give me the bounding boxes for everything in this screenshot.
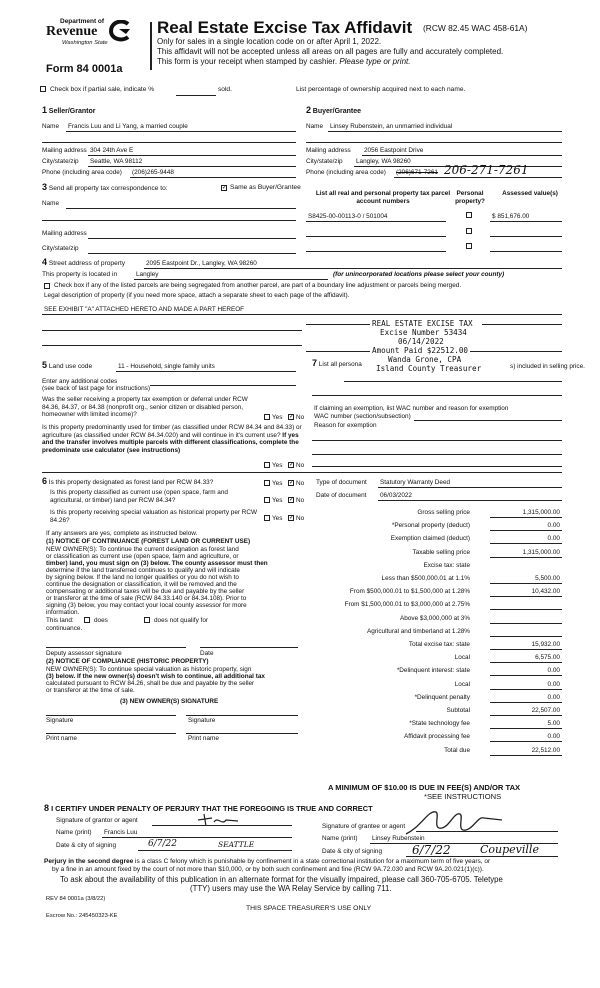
seller-phone-label: Phone (including area code)	[42, 169, 122, 176]
forest-no-checkbox[interactable]: ✓	[289, 480, 295, 486]
tax-row-line	[490, 557, 562, 558]
wac-label: WAC number (section/subsection)	[314, 413, 411, 420]
tax-row-line	[490, 755, 562, 756]
section-4-label: Street address of property	[48, 260, 126, 267]
tax-row-line	[490, 702, 562, 703]
notice-1-title: (1) NOTICE OF CONTINUANCE (FOREST LAND OR CURRENT USE)	[46, 538, 251, 545]
section-7-heading	[312, 358, 362, 368]
grantor-city-field[interactable]: SEATTLE	[218, 840, 255, 849]
reason-line-3[interactable]	[312, 466, 562, 467]
personal-column-header	[450, 190, 490, 206]
tax-row-line	[490, 689, 562, 690]
owner-signature-line-1[interactable]	[46, 715, 176, 716]
stamp-line-4: Amount Paid $22512.00	[372, 346, 469, 355]
land-use-line	[116, 371, 296, 372]
partial-sale-label: Check box if partial sale, indicate %	[50, 86, 155, 93]
assessed-column-header	[502, 190, 558, 198]
parcel-2-line[interactable]	[306, 236, 446, 237]
tax-row-label: Above $3,000,000 at 3%	[400, 614, 470, 622]
tax-row-value[interactable]: 0.00	[547, 733, 560, 741]
tax-row-label: Exemption claimed (deduct)	[390, 535, 470, 543]
notice-1-line-2: timber) land, you must sign on (3) below. The county assessor must then	[46, 560, 268, 567]
buyer-phone-label: Phone (including area code)	[306, 169, 386, 176]
timber-question-text: Is this property predominantly used for timber (as classified under RCW 84.34 and 84.33) or agriculture (as classified under RCW 84.34.020) and will continue in it's current use?	[42, 424, 302, 439]
section-3-heading	[42, 182, 168, 192]
owner-signature-label-1: Signature	[46, 717, 74, 724]
header-note-2: This affidavit will not be accepted unless all areas on all pages are fully and accurately completed.	[157, 47, 504, 56]
notice-1-line-1: or classification as current use (open space, farm and agriculture, or	[46, 553, 239, 560]
tax-row-label: Gross selling price	[417, 509, 470, 516]
minimum-line-1: A MINIMUM OF $10.00 IS DUE IN FEE(S) AND/OR TAX	[328, 783, 521, 792]
timber-yes-checkbox[interactable]	[264, 462, 270, 468]
section-3-text: Send all property tax correspondence to:	[48, 185, 168, 192]
revenue-swirl-icon	[108, 20, 134, 42]
owner-print-label-2: Print name	[188, 735, 219, 742]
tax-row-label: Local	[454, 680, 470, 688]
tax-row-label: From $1,500,000.01 to $3,000,000 at 2.75%	[344, 601, 470, 609]
perjury-line-3: To ask about the availability of this publication in an alternate format for the visually impaired, please call 360-705-6705. Teletype	[60, 875, 503, 884]
timber-no-checkbox[interactable]: ✓	[289, 462, 295, 468]
section-4-number: 4	[42, 257, 48, 267]
tax-row-value[interactable]: 0.00	[547, 680, 560, 688]
current-use-no-checkbox[interactable]: ✓	[289, 497, 295, 503]
sec3-mailing-label: Mailing address	[42, 230, 87, 237]
additional-codes-note: (see back of last page for instructions)	[42, 385, 150, 392]
notice-1-line-3: determine if the land transferred continues to qualify and will indicate	[46, 567, 240, 574]
tax-row-label: From $500,000.01 to $1,500,000 at 1.28%	[349, 588, 470, 596]
seller-name-line	[66, 131, 296, 132]
stamp-rule-4b	[470, 351, 562, 352]
buyer-mailing-line	[362, 155, 562, 156]
notice-2-line-1: (3) below. If the new owner(s) doesn't wish to continue, all additional tax	[46, 673, 265, 680]
does-label: does	[94, 617, 108, 624]
stamp-line-5: Wanda Grone, CPA	[388, 355, 462, 364]
buyer-heading	[306, 105, 361, 115]
owner-print-label-1: Print name	[46, 735, 77, 742]
legal-line-2	[42, 330, 302, 331]
personal-2-checkbox[interactable]	[466, 228, 472, 234]
tax-row-line	[490, 530, 562, 531]
grantee-signature-image	[402, 806, 508, 838]
buyer-phone-handwritten: 206-271-7261	[444, 163, 529, 177]
does-checkbox[interactable]	[84, 617, 90, 623]
reason-line-2[interactable]	[312, 454, 562, 455]
stamp-rule-1	[306, 324, 370, 325]
historic-yes-checkbox[interactable]	[264, 515, 270, 521]
tax-row-value[interactable]: 10,432.00	[531, 588, 560, 596]
grantor-signature-image	[196, 812, 240, 828]
parcel-1-field[interactable]: S8425-00-00113-0 / 501004	[308, 213, 388, 220]
tax-row-line	[490, 675, 562, 676]
continuance-label: continuance.	[46, 625, 83, 632]
this-land-label: This land:	[46, 617, 74, 624]
seller-name-label: Name	[42, 123, 60, 130]
section-8-number: 8	[44, 803, 50, 813]
grantee-date-field[interactable]: 6/7/22	[412, 843, 451, 857]
buyer-name-line-2	[306, 142, 562, 143]
additional-codes-label: Enter any additional codes	[42, 378, 118, 385]
tax-row-label: *Delinquent penalty	[414, 693, 470, 701]
parcel-1-line	[306, 221, 446, 222]
buyer-mailing-label: Mailing address	[306, 147, 351, 154]
partial-sale-checkbox[interactable]	[40, 86, 46, 92]
perjury-line-1-text: is a class C felony which is punishable by confinement in a state correctional institution for a maximum term of five years, or	[135, 858, 491, 865]
rcw-reference: (RCW 82.45 WAC 458-61A)	[423, 23, 528, 33]
tax-row-label: Affidavit processing fee	[404, 733, 470, 741]
forest-yes-label: Yes	[272, 480, 283, 487]
ownership-note: List percentage of ownership acquired next to each name.	[296, 86, 466, 93]
seller-mailing-field[interactable]: 304 24th Ave E	[90, 147, 134, 154]
does-not-label: does not qualify for	[154, 617, 208, 624]
tax-row-value[interactable]: 0.00	[547, 522, 560, 530]
sec7-line-2[interactable]	[312, 395, 562, 396]
tax-row-label: Excise tax: state	[423, 561, 470, 569]
partial-sale-percent-field[interactable]	[176, 95, 216, 96]
notice-3-title: (3) NEW OWNER(S) SIGNATURE	[120, 698, 219, 705]
stamp-line-3: 06/14/2022	[398, 337, 444, 346]
grantee-name-field[interactable]: Linsey Rubenstein	[372, 835, 425, 842]
current-use-yes-checkbox[interactable]	[264, 497, 270, 503]
assessed-column-header-text: Assessed value(s)	[502, 190, 558, 197]
seller-heading-label: Seller/Grantor	[48, 108, 96, 115]
grantee-name-label: Name (print)	[322, 835, 358, 842]
dept-line-1: Department of	[60, 18, 105, 25]
sec3-mailing-line[interactable]	[88, 238, 296, 239]
notice-2-title: (2) NOTICE OF COMPLIANCE (HISTORIC PROPERTY)	[46, 658, 209, 665]
assessed-1-line	[490, 221, 562, 222]
owner-signature-label-2: Signature	[188, 717, 216, 724]
sec3-name-line[interactable]	[66, 208, 296, 209]
buyer-phone-line	[394, 177, 562, 178]
tax-row-line	[490, 662, 562, 663]
tax-row-line	[490, 517, 562, 518]
grantee-date-line	[406, 856, 558, 857]
timber-yes-label: Yes	[272, 462, 283, 469]
doc-type-field[interactable]: Statutory Warranty Deed	[380, 479, 451, 486]
seller-name-field[interactable]: Francis Luu and Li Yang, a married couple	[68, 123, 188, 130]
perjury-line-1	[44, 858, 490, 865]
tax-row-line	[490, 715, 562, 716]
historic-no-label: No	[296, 515, 305, 522]
seller-heading	[42, 105, 95, 115]
answers-note: If any answers are yes, complete as instructed below.	[46, 530, 198, 537]
historic-no-checkbox[interactable]: ✓	[289, 515, 295, 521]
doc-date-label: Date of document	[316, 492, 367, 499]
tax-row-line	[490, 583, 562, 584]
same-as-buyer-checkbox[interactable]: ✓	[222, 185, 228, 191]
seller-mailing-label: Mailing address	[42, 147, 87, 154]
notice-2-line-2: calculated pursuant to RCW 84.26, shall be due and payable by the seller	[46, 680, 255, 687]
notice-1-line-8: signing (3) below, you may contact your local county assessor for more	[46, 602, 247, 609]
owner-print-line-1[interactable]	[46, 733, 176, 734]
section-5-number: 5	[42, 360, 48, 370]
same-as-buyer-label: Same as Buyer/Grantee	[230, 184, 301, 191]
dept-line-2: Revenue	[46, 24, 98, 39]
parcel-3-line[interactable]	[306, 251, 446, 252]
notice-1-line-5: continue the designation or classification, it will be removed and the	[46, 581, 237, 588]
legal-description-field[interactable]: SEE EXHIBIT "A" ATTACHED HERETO AND MADE A PART HEREOF	[44, 306, 245, 313]
section-3-number: 3	[42, 182, 48, 192]
revision-label: REV 84 0001a (3/8/22)	[46, 896, 106, 902]
dept-line-3: Washington State	[62, 40, 108, 46]
section-7-number: 7	[312, 358, 318, 368]
buyer-city-label: City/state/zip	[306, 158, 343, 165]
assessed-1-field[interactable]: $ 851,676.00	[492, 213, 530, 220]
current-use-no-label: No	[296, 497, 305, 504]
assessed-2-line[interactable]	[490, 236, 562, 237]
exemption-yes-label: Yes	[272, 414, 283, 421]
section-6-q3-text: Is this property receiving special valuation as historical property per RCW 84.26?	[50, 509, 258, 524]
grantee-city-field[interactable]: Coupeville	[480, 843, 539, 856]
personal-1-checkbox[interactable]	[466, 212, 472, 218]
forest-no-label: No	[296, 480, 305, 487]
segregated-label: Check box if any of the listed parcels are being segregated from another parcel, are part of a boundary line adjustment or parcels being merged.	[54, 282, 462, 289]
buyer-phone-struck: (206)671-7261	[396, 169, 438, 176]
grantee-signature-label: Signature of grantee or agent	[322, 823, 406, 830]
exemption-yes-checkbox[interactable]	[264, 414, 270, 420]
buyer-mailing-field[interactable]: 2056 Eastpoint Drive	[364, 147, 424, 154]
located-in-field[interactable]: Langley	[136, 271, 159, 278]
legal-line-3	[42, 345, 302, 346]
tax-row-value[interactable]: 0.00	[547, 667, 560, 675]
does-not-checkbox[interactable]	[144, 617, 150, 623]
tax-row-line	[490, 728, 562, 729]
tax-row-value[interactable]: 6,575.00	[535, 654, 560, 662]
section-6-q1-text: Is this property designated as forest land per RCW 84.33?	[48, 479, 214, 486]
tax-row-value[interactable]: 1,315,000.00	[522, 548, 560, 556]
timber-question	[42, 424, 304, 454]
timber-question-bold: If yes and the transfer involves multiple parcels with different classifications, complete the predominate use calculator (see instructions)	[42, 431, 299, 454]
notice-1-line-0: NEW OWNER(S): To continue the current designation as forest land	[46, 546, 239, 553]
notice-2-line-3: or transferor at the time of sale.	[46, 687, 135, 694]
tax-row-line	[490, 623, 562, 624]
tax-row-value[interactable]: 15,932.00	[531, 641, 560, 648]
personal-3-checkbox[interactable]	[466, 243, 472, 249]
grantee-date-label: Date & city of signing	[322, 848, 383, 855]
wac-line[interactable]	[414, 420, 562, 421]
header-note-3-text: This form is your receipt when stamped by cashier.	[157, 57, 338, 66]
seller-phone-field[interactable]: (206)265-9448	[132, 169, 174, 176]
tax-row-label: *Delinquent interest: state	[396, 667, 470, 675]
forest-yes-checkbox[interactable]	[264, 480, 270, 486]
section-5-label: Land use code	[48, 363, 93, 370]
tax-row-label: Less than $500,000.01 at 1.1%	[381, 575, 470, 582]
tax-row-label: Taxable selling price	[412, 548, 470, 556]
stamp-line-1: REAL ESTATE EXCISE TAX	[372, 319, 473, 328]
partial-sale-sold: sold.	[218, 86, 232, 93]
tax-row-label: Total due	[444, 746, 470, 754]
buyer-heading-label: Buyer/Grantee	[312, 108, 362, 115]
exemption-no-label: No	[296, 414, 305, 421]
tax-row-value[interactable]: 0.00	[547, 535, 560, 543]
section-6-q2-text: Is this property classified as current use (open space, farm and agricultural, or timber) land per RCW 84.34?	[50, 489, 228, 504]
parcel-column-header	[308, 190, 458, 206]
buyer-name-line	[328, 131, 562, 132]
stamp-line-6: Island County Treasurer	[376, 364, 482, 373]
section-1-number: 1	[42, 105, 48, 115]
parcel-column-header-text: List all real and personal property tax parcel account numbers	[315, 190, 451, 205]
notice-1-line-6: compensating or additional taxes will be due and payable by the seller	[46, 588, 245, 595]
deputy-signature-line[interactable]	[46, 647, 186, 648]
seller-city-field[interactable]: Seattle, WA 98112	[90, 158, 143, 165]
tax-row-line	[490, 609, 562, 610]
buyer-name-field[interactable]: Linsey Rubenstein, an unmarried individual	[330, 123, 453, 130]
perjury-bold: Perjury in the second degree	[44, 858, 134, 865]
street-address-field[interactable]: 2095 Eastpoint Dr., Langley, WA 98260	[146, 260, 257, 267]
form-number: Form 84 0001a	[46, 63, 123, 75]
tax-row-line	[490, 543, 562, 544]
tax-row-value[interactable]: 0.00	[547, 693, 560, 701]
header-note-3-italic: Please type or print.	[339, 57, 411, 66]
timber-no-label: No	[296, 462, 305, 469]
additional-codes-line[interactable]	[150, 385, 296, 386]
grantor-date-label: Date & city of signing	[56, 842, 117, 849]
sec7-line-1[interactable]	[344, 381, 562, 382]
exemption-claim-label: If claiming an exemption, list WAC number and reason for exemption	[314, 405, 509, 412]
section-4-heading	[42, 257, 125, 267]
historic-yes-label: Yes	[272, 515, 283, 522]
section-6-number: 6	[42, 476, 48, 486]
buyer-name-label: Name	[306, 123, 324, 130]
exemption-no-checkbox[interactable]: ✓	[289, 414, 295, 420]
section-7-text: List all persona	[318, 361, 362, 368]
exemption-question-text: Was the seller receiving a property tax exemption or deferral under RCW 84.36, 84.37, or 84.38 (nonprofit org., senior citizen or disabled person, homeowner with limited income)?	[42, 396, 248, 419]
located-in-label: This property is located in	[42, 271, 118, 278]
seller-mailing-line	[88, 155, 296, 156]
tax-row-label: Subtotal	[446, 707, 470, 714]
located-in-note: (for unincorporated locations please select your county)	[333, 271, 505, 278]
grantor-date-field[interactable]: 6/7/22	[148, 839, 177, 849]
header-divider	[150, 22, 152, 70]
sec3-name-line-2	[42, 220, 296, 221]
notice-2-line-0: NEW OWNER(S): To continue special valuation as historic property, sign	[46, 666, 252, 673]
street-address-line	[144, 268, 562, 269]
tax-row-line	[490, 741, 562, 742]
tax-row-value[interactable]: 5.00	[547, 720, 560, 728]
tax-row-value[interactable]: 5,500.00	[535, 575, 560, 582]
notice-1-line-7: or transferor at the time of sale (RCW 84.33.140 or 84.34.108). Prior to	[46, 595, 247, 602]
grantor-name-label: Name (print)	[56, 829, 92, 836]
doc-date-field[interactable]: 06/03/2022	[380, 492, 412, 499]
stamp-rule-1b	[482, 324, 562, 325]
doc-type-line	[378, 487, 562, 488]
reason-line-1[interactable]	[312, 440, 562, 441]
perjury-line-4: (TTY) users may use the WA Relay Service by calling 711.	[190, 884, 392, 893]
tax-row-label: Local	[454, 654, 470, 662]
doc-date-line	[378, 500, 562, 501]
section-6-q3	[50, 509, 260, 524]
current-use-yes-label: Yes	[272, 497, 283, 504]
personal-column-header-text: Personal property?	[455, 190, 485, 205]
seller-city-line	[88, 166, 296, 167]
section-6-q1	[42, 476, 213, 486]
deputy-date-line[interactable]	[200, 647, 298, 648]
section-5-heading	[42, 360, 92, 370]
tax-row-label: Agricultural and timberland at 1.28%	[366, 627, 470, 635]
section-6-q2	[50, 489, 260, 504]
stamp-rule-4	[306, 351, 370, 352]
buyer-city-field[interactable]: Langley, WA 98260	[356, 158, 411, 165]
tax-row-value[interactable]: 1,315,000.00	[522, 509, 560, 516]
tax-row-label: *State technology fee	[409, 720, 470, 728]
section-2-number: 2	[306, 105, 312, 115]
grantor-signature-label: Signature of grantor or agent	[56, 817, 138, 824]
grantor-date-line	[138, 850, 292, 851]
owner-signature-line-2[interactable]	[186, 715, 298, 716]
section-7-text-post: s) included in selling price.	[510, 363, 585, 370]
assessed-3-line[interactable]	[490, 251, 562, 252]
sec3-name-label: Name	[42, 200, 60, 207]
segregated-checkbox[interactable]	[44, 283, 50, 289]
dept-of-revenue-logo	[46, 18, 154, 54]
located-in-line	[134, 279, 328, 280]
reason-label: Reason for exemption	[314, 422, 377, 429]
tax-row-line	[490, 596, 562, 597]
section-6-divider	[42, 472, 562, 473]
sec3-city-line[interactable]	[88, 253, 296, 254]
deputy-date-label: Date	[200, 650, 214, 657]
page-title: Real Estate Excise Tax Affidavit	[157, 18, 413, 37]
seller-name-line-2	[42, 142, 296, 143]
perjury-line-2: by a fine in an amount fixed by the court of not more than $10,000, or by both such confinement and fine (RCW 9A.72.030 and RCW 9A.20.021(1)(c)).	[52, 866, 484, 873]
land-use-code-field[interactable]: 11 - Household, single family units	[118, 363, 215, 370]
sec3-city-label: City/state/zip	[42, 245, 79, 252]
minimum-line-2: *SEE INSTRUCTIONS	[424, 792, 502, 801]
stamp-line-2: Excise Number 53434	[380, 328, 467, 337]
notice-1-line-9: information.	[46, 609, 80, 616]
header-note-1: Only for sales in a single location code on or after April 1, 2022.	[157, 37, 382, 46]
tax-row-value[interactable]: 22,507.00	[531, 707, 560, 714]
treasurer-use-label: THIS SPACE TREASURER'S USE ONLY	[246, 905, 372, 912]
grantor-name-line	[102, 837, 292, 838]
tax-row-value[interactable]: 22,512.00	[531, 746, 560, 754]
seller-city-label: City/state/zip	[42, 158, 79, 165]
legal-line-1	[42, 314, 562, 315]
owner-print-line-2[interactable]	[186, 733, 298, 734]
notice-1-line-4: by signing below. If the land no longer qualifies or you do not wish to	[46, 574, 239, 581]
deputy-signature-label: Deputy assessor signature	[46, 650, 122, 657]
doc-type-label: Type of document	[316, 479, 367, 486]
tax-row-line	[490, 649, 562, 650]
tax-row-label: Total excise tax: state	[408, 641, 470, 648]
grantor-name-field[interactable]: Francis Luu	[104, 829, 138, 836]
escrow-number: Escrow No.: 245450323-KE	[46, 913, 118, 919]
exemption-question	[42, 396, 260, 419]
tax-row-label: *Personal property (deduct)	[391, 522, 470, 530]
seller-phone-line	[130, 177, 296, 178]
header-note-3	[157, 57, 410, 66]
certify-text: I CERTIFY UNDER PENALTY OF PERJURY THAT THE FOREGOING IS TRUE AND CORRECT	[51, 804, 373, 813]
legal-description-label: Legal description of property (if you need more space, attach a separate sheet to each page of the affidavit).	[44, 292, 350, 299]
tax-row-line	[490, 636, 562, 637]
